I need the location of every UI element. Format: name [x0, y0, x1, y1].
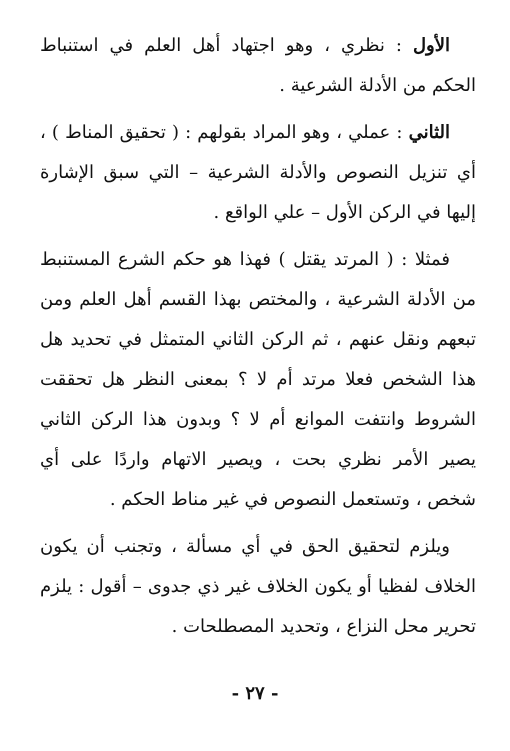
paragraph-conclusion [40, 527, 476, 647]
example-text: فمثلا : ( المرتد يقتل ) فهذا هو حكم الشرع المستنبط من الأدلة الشرعية ، والمختص بهذا القسم أهل العلم ومن تبعهم ونقل عنهم ، ثم الركن الثاني المتمثل في تحديد هل هذا الشخص فعلا مرتد أم لا ؟ بمعنى النظر هل تحققت الشروط وانتفت الموانع أم لا ؟ وبدون هذا الركن الثاني يصير الأمر نظري بحت ، ويصير الاتهام واردًا على أي شخص ، وتستعمل النصوص في غير مناط الحكم . [40, 249, 476, 510]
paragraph-first-pillar [40, 26, 476, 106]
paragraph-second-pillar [40, 113, 476, 233]
page-body [40, 26, 476, 654]
page-number: - ٢٧ - [231, 683, 279, 704]
first-pillar-heading: الأول [412, 35, 450, 56]
second-pillar-text: : عملي ، وهو المراد بقولهم : ( تحقيق المناط ) ، أي تنزيل النصوص والأدلة الشرعية – التي سبق الإشارة إليها في الركن الأول – علي الواقع . [40, 122, 476, 223]
second-pillar-heading: الثاني [408, 122, 450, 143]
conclusion-text: ويلزم لتحقيق الحق في أي مسألة ، وتجنب أن يكون الخلاف لفظيا أو يكون الخلاف غير ذي جدوى – أقول : يلزم تحرير محل النزاع ، وتحديد المصطلحات . [40, 536, 476, 637]
first-pillar-text: : نظري ، وهو اجتهاد أهل العلم في استنباط الحكم من الأدلة الشرعية . [40, 35, 476, 96]
paragraph-example [40, 240, 476, 520]
